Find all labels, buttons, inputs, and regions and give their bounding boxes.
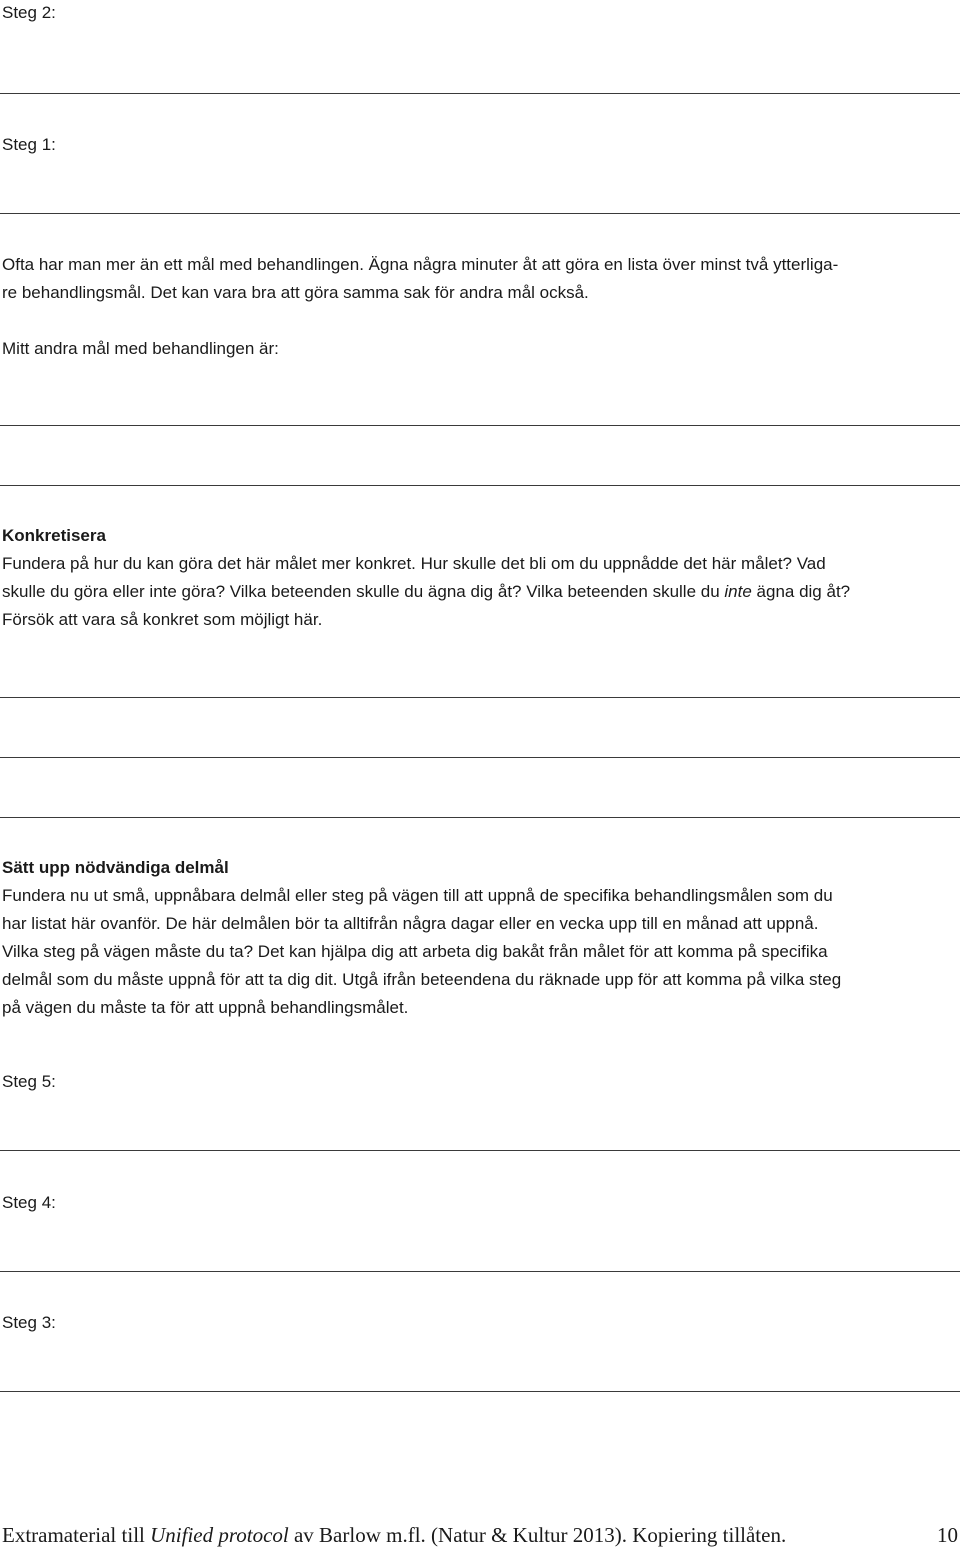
- delmal-line-4: delmål som du måste uppnå för att ta dig dit. Utgå ifrån beteendena du räknade upp för att komma på vilka steg: [2, 970, 842, 989]
- intro-paragraph: [2, 251, 952, 307]
- footer-book-title: Unified protocol: [150, 1523, 289, 1547]
- konkretisera-heading: Konkretisera: [2, 526, 106, 545]
- delmal-line-1: Fundera nu ut små, uppnåbara delmål eller steg på vägen till att uppnå de specifika behandlingsmålen som du: [2, 886, 833, 905]
- konkretisera-paragraph: [2, 550, 952, 634]
- intro-line-1: Ofta har man mer än ett mål med behandlingen. Ägna några minuter åt att göra en lista över minst två ytterliga-: [2, 255, 839, 274]
- delmal-paragraph: [2, 882, 952, 1022]
- step-3-label: Steg 3:: [2, 1313, 56, 1332]
- delmal-line-3: Vilka steg på vägen måste du ta? Det kan hjälpa dig att arbeta dig bakåt från målet för att komma på specifika: [2, 942, 828, 961]
- step-4-label: Steg 4:: [2, 1193, 56, 1212]
- answer-line-step-4: [0, 1271, 960, 1272]
- konkretisera-line-2-start: skulle du göra eller inte göra? Vilka beteenden skulle du ägna dig åt? Vilka beteenden skulle du: [2, 582, 725, 601]
- answer-line-konkretisera-3: [0, 817, 960, 818]
- answer-line-second-goal-1: [0, 425, 960, 426]
- answer-line-step-2: [0, 93, 960, 94]
- answer-line-second-goal-2: [0, 485, 960, 486]
- footer-suffix: av Barlow m.fl. (Natur & Kultur 2013). Kopiering tillåten.: [288, 1523, 787, 1547]
- footer-prefix: Extramaterial till: [2, 1523, 151, 1547]
- step-5-label: Steg 5:: [2, 1072, 56, 1091]
- konkretisera-line-2-emphasis: inte: [724, 582, 752, 601]
- second-goal-label: Mitt andra mål med behandlingen är:: [2, 339, 279, 358]
- delmal-line-5: på vägen du måste ta för att uppnå behandlingsmålet.: [2, 998, 409, 1017]
- step-2-label: Steg 2:: [2, 3, 56, 22]
- delmal-heading: Sätt upp nödvändiga delmål: [2, 858, 229, 877]
- konkretisera-line-3: Försök att vara så konkret som möjligt här.: [2, 610, 323, 629]
- konkretisera-line-1: Fundera på hur du kan göra det här målet mer konkret. Hur skulle det bli om du uppnådde det här målet? Vad: [2, 554, 826, 573]
- answer-line-step-5: [0, 1150, 960, 1151]
- answer-line-konkretisera-1: [0, 697, 960, 698]
- delmal-line-2: har listat här ovanför. De här delmålen bör ta alltifrån några dagar eller en vecka upp till en månad att uppnå.: [2, 914, 819, 933]
- footer-credit: [2, 1522, 786, 1548]
- page-number: 10: [937, 1523, 958, 1547]
- answer-line-step-3: [0, 1391, 960, 1392]
- konkretisera-line-2-end: ägna dig åt?: [751, 582, 851, 601]
- step-1-label: Steg 1:: [2, 135, 56, 154]
- answer-line-konkretisera-2: [0, 757, 960, 758]
- konkretisera-line-2: [2, 578, 952, 606]
- intro-line-2: re behandlingsmål. Det kan vara bra att göra samma sak för andra mål också.: [2, 283, 589, 302]
- answer-line-step-1: [0, 213, 960, 214]
